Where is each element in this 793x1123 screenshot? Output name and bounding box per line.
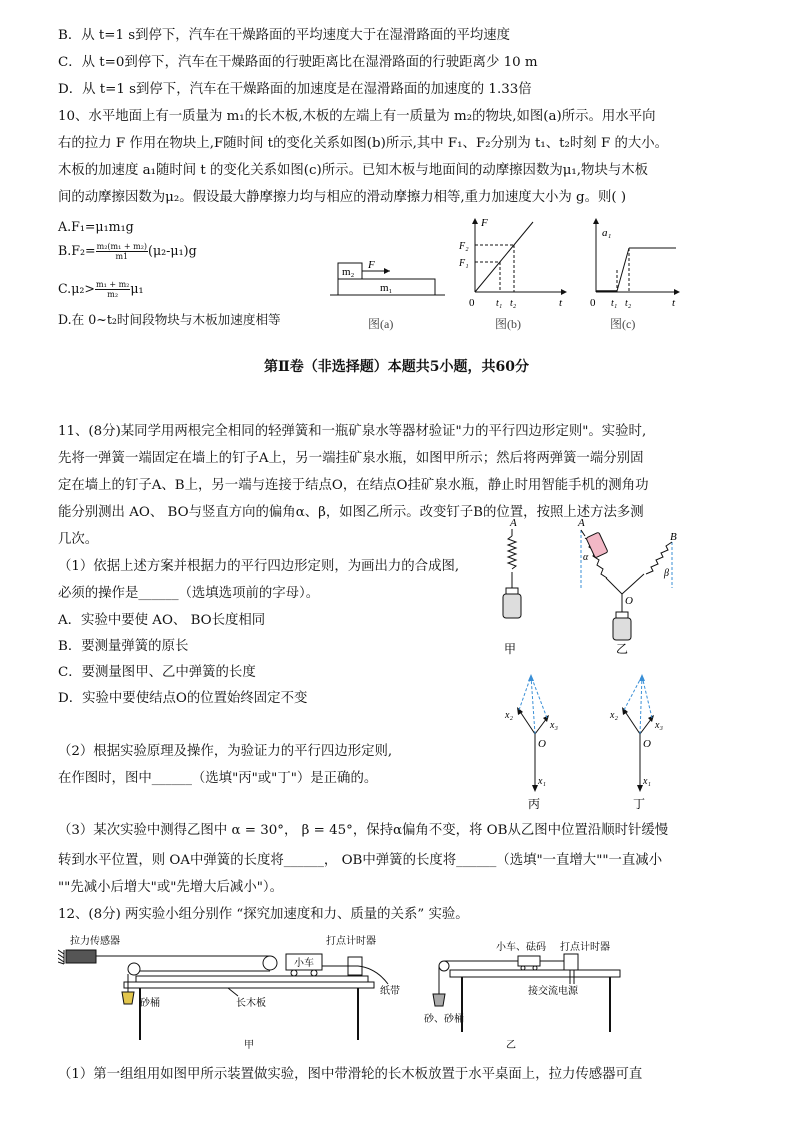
label-alpha: α — [583, 552, 589, 563]
label-f2: F₂ — [459, 241, 469, 252]
f-line — [475, 222, 533, 292]
q11-sub1-line1: （1）依据上述方案并根据力的平行四边形定则，为画出力的合成图, — [58, 559, 460, 574]
q11-option-a: A．实验中要使 AO、 BO长度相同 — [58, 613, 266, 628]
label-t-c: t — [672, 297, 676, 309]
label-x3-ding: x₃ — [655, 720, 663, 731]
q10-figure-b — [455, 214, 575, 340]
caption-a: 图(a) — [368, 317, 394, 331]
q12-stem: 12、(8分) 两实验小组分别作 “探究加速度和力、质量的关系” 实验。 — [58, 907, 469, 922]
label-car-jia: 小车 — [294, 958, 314, 969]
sand-bucket-yi — [433, 994, 445, 1006]
q10-figure-c — [580, 214, 690, 340]
q10-option-c-suffix: μ₁ — [130, 281, 144, 296]
label-a-yi: A — [578, 517, 585, 529]
label-timer-jia: 打点计时器 — [326, 936, 376, 947]
caption-q12-yi: 乙 — [506, 1040, 516, 1051]
pulley-jia — [128, 963, 140, 975]
label-a1: a₁ — [602, 227, 612, 239]
caption-b: 图(b) — [495, 317, 521, 331]
sand-bucket-jia — [122, 992, 134, 1004]
q12-figure-jia — [58, 932, 408, 1054]
table-top-yi — [450, 970, 620, 977]
caption-ding: 丁 — [633, 797, 646, 811]
label-o-yi: O — [625, 595, 633, 607]
q11-sub2-line1: （2）根据实验原理及操作，为验证力的平行四边形定则, — [58, 744, 393, 759]
pulley-yi — [439, 961, 449, 971]
q11-figure-jia-yi — [490, 512, 690, 662]
label-o-bing: O — [538, 738, 546, 750]
timer-yi — [564, 954, 578, 970]
label-a-jia: A — [510, 517, 517, 529]
bottle-jia — [503, 594, 521, 618]
label-timer-yi: 打点计时器 — [560, 942, 610, 953]
q10-option-c-fraction — [95, 280, 130, 299]
q10-option-b-numerator: m₂(m₁ + m₂) — [96, 242, 148, 251]
label-x1-bing: x₁ — [538, 776, 546, 787]
q12-sub1: （1）第一组组用如图甲所示装置做实验，图中带滑轮的长木板放置于水平桌面上，拉力传感器可直 — [58, 1067, 643, 1082]
phone-icon — [586, 532, 608, 558]
q10-option-a: A.F₁=μ₁m₁g — [58, 219, 134, 234]
label-bucket-yi: 砂、砂桶 — [424, 1014, 464, 1025]
label-b: B — [670, 531, 677, 543]
q11-stem-line1: 11、(8分)某同学用两根完全相同的轻弹簧和一瓶矿泉水等器材验证"力的平行四边形定则"。实验时, — [58, 424, 647, 439]
label-o-ding: O — [643, 738, 651, 750]
label-f: F — [481, 217, 488, 229]
label-sensor: 拉力传感器 — [70, 936, 120, 947]
label-force: F — [368, 259, 375, 271]
q11-sub3-line2: 转到水平位置，则 OA中弹簧的长度将______， OB中弹簧的长度将______（选填"一直增大""一直减小 — [58, 853, 663, 868]
pulley-car — [263, 956, 277, 970]
car-yi — [518, 956, 540, 966]
force-sensor — [66, 950, 96, 963]
q11-sub1-line2: 必须的操作是______（选填选项前的字母）。 — [58, 586, 320, 601]
spring-jia — [508, 536, 516, 569]
q10-option-c-denominator: m₂ — [107, 290, 119, 299]
label-origin: 0 — [469, 297, 475, 309]
label-bucket-jia: 砂桶 — [140, 998, 160, 1009]
table-top-jia — [124, 982, 374, 988]
q10-option-b — [58, 242, 197, 261]
q11-stem-line5: 几次。 — [58, 532, 99, 547]
label-m1: m₁ — [380, 282, 393, 294]
label-t1-c: t₁ — [611, 298, 618, 309]
label-t: t — [559, 297, 563, 309]
label-m2: m₂ — [342, 266, 355, 278]
q11-sub3-line1: （3）某次实验中测得乙图中 α = 30°， β = 45°，保持α偏角不变，将 OB从乙图中位置沿顺时针缓慢 — [58, 823, 669, 838]
caption-bing: 丙 — [528, 797, 541, 811]
q9-option-d: D．从 t=1 s到停下，汽车在干燥路面的加速度是在湿滑路面的加速度的 1.33倍 — [58, 82, 532, 97]
label-t2-c: t₂ — [625, 298, 632, 309]
q10-option-b-fraction — [96, 242, 148, 261]
label-x2-bing: x₂ — [505, 710, 513, 721]
caption-yi: 乙 — [616, 642, 629, 656]
label-origin-c: 0 — [590, 297, 596, 309]
long-board — [136, 976, 368, 982]
label-t1: t₁ — [496, 298, 503, 309]
q11-option-b: B．要测量弹簧的原长 — [58, 639, 189, 654]
label-x3-bing: x₃ — [550, 720, 558, 731]
q10-stem-line1: 10、水平地面上有一质量为 m₁的长木板,木板的左端上有一质量为 m₂的物块,如图(a)所示。用水平向 — [58, 109, 656, 124]
q10-option-c — [58, 280, 144, 299]
label-x1-ding: x₁ — [643, 776, 651, 787]
q10-option-c-prefix: C.μ₂> — [58, 281, 95, 296]
label-x2-ding: x₂ — [610, 710, 618, 721]
q11-stem-line3: 定在墙上的钉子A、B上，另一端与连接于结点O，在结点O挂矿泉水瓶，静止时用智能手机的测角功 — [58, 478, 649, 493]
section-heading: 第Ⅱ卷（非选择题）本题共5小题，共60分 — [263, 359, 530, 375]
q9-option-b: B．从 t=1 s到停下，汽车在干燥路面的平均速度大于在湿滑路面的平均速度 — [58, 28, 511, 43]
q10-option-d: D.在 0~t₂时间段物块与木板加速度相等 — [58, 312, 281, 327]
bottle-yi — [613, 618, 631, 640]
q10-option-c-numerator: m₁ + m₂ — [95, 280, 130, 289]
caption-jia: 甲 — [504, 642, 517, 656]
force-arrow-icon — [384, 268, 390, 274]
label-car-yi: 小车、砝码 — [496, 942, 546, 953]
caption-q12-jia: 甲 — [244, 1040, 254, 1051]
q11-stem-line4: 能分别测出 AO、 BO与竖直方向的偏角α、β，如图乙所示。改变钉子B的位置，按照上述方法多测 — [58, 505, 644, 520]
caption-c: 图(c) — [610, 317, 636, 331]
label-t2: t₂ — [510, 298, 517, 309]
q10-option-b-suffix: (μ₂-μ₁)g — [148, 243, 197, 258]
q10-figure-a — [330, 220, 450, 340]
label-beta: β — [664, 568, 669, 579]
q10-stem-line2: 右的拉力 F 作用在物块上,F随时间 t的变化关系如图(b)所示,其中 F₁、F₂分别为 t₁、t₂时刻 F 的大小。 — [58, 136, 669, 151]
q11-sub3-line3: ""先减小后增大"或"先增大后减小"）。 — [58, 880, 283, 895]
label-power: 接交流电源 — [528, 986, 578, 997]
q10-option-b-prefix: B.F₂= — [58, 243, 96, 258]
q11-option-d: D．实验中要使结点O的位置始终固定不变 — [58, 691, 308, 706]
q9-option-c: C．从 t=0到停下，汽车在干燥路面的行驶距离比在湿滑路面的行驶距离少 10 m — [58, 55, 538, 70]
label-board: 长木板 — [236, 998, 266, 1009]
q11-figure-bing-ding — [495, 672, 695, 812]
q11-stem-line2: 先将一弹簧一端固定在墙上的钉子A上，另一端挂矿泉水瓶，如图甲所示；然后将两弹簧一端分别固 — [58, 451, 644, 466]
q10-stem-line4: 间的动摩擦因数为μ₂。假设最大静摩擦力均与相应的滑动摩擦力相等,重力加速度大小为 g。则( ) — [58, 190, 627, 205]
q12-figure-yi — [422, 938, 642, 1056]
q11-option-c: C．要测量图甲、乙中弹簧的长度 — [58, 665, 256, 680]
q11-sub2-line2: 在作图时，图中______（选填"丙"或"丁"）是正确的。 — [58, 771, 378, 786]
label-f1: F₁ — [459, 258, 469, 269]
q10-stem-line3: 木板的加速度 a₁随时间 t 的变化关系如图(c)所示。已知木板与地面间的动摩擦因数为μ₁,物块与木板 — [58, 163, 649, 178]
label-tape: 纸带 — [380, 986, 400, 997]
q10-option-b-denominator: m1 — [115, 252, 129, 261]
